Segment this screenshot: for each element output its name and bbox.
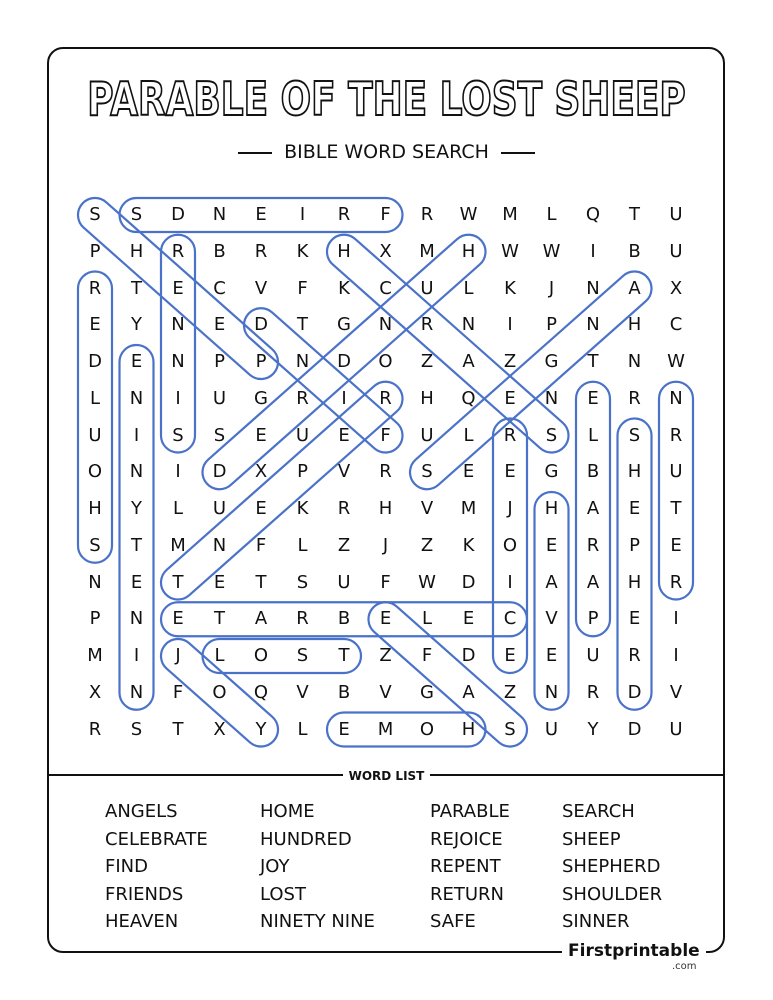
grid-letter[interactable]: L bbox=[546, 204, 557, 225]
grid-letter[interactable]: E bbox=[338, 718, 350, 740]
grid-letter[interactable]: E bbox=[504, 645, 516, 666]
grid-letter[interactable]: E bbox=[628, 498, 641, 519]
grid-letter[interactable]: F bbox=[421, 645, 433, 666]
grid-letter[interactable]: L bbox=[297, 718, 308, 740]
grid-letter[interactable]: H bbox=[420, 387, 434, 409]
grid-letter[interactable]: S bbox=[89, 534, 101, 556]
grid-letter[interactable]: T bbox=[172, 718, 184, 740]
grid-letter[interactable]: R bbox=[628, 645, 641, 666]
grid-letter[interactable]: U bbox=[669, 718, 683, 740]
grid-letter[interactable]: I bbox=[133, 424, 140, 446]
word-list-item: FRIENDS bbox=[105, 883, 184, 905]
grid-letter[interactable]: L bbox=[214, 645, 225, 666]
grid-letter[interactable]: U bbox=[420, 424, 434, 446]
grid-letter[interactable]: L bbox=[172, 498, 184, 519]
grid-letter[interactable]: F bbox=[297, 277, 308, 299]
word-list-item: REJOICE bbox=[430, 828, 503, 850]
grid-letter[interactable]: F bbox=[380, 571, 391, 593]
grid-letter[interactable]: N bbox=[212, 534, 227, 556]
grid-letter[interactable]: U bbox=[669, 204, 683, 225]
word-list-label: WORD LIST bbox=[343, 769, 431, 783]
grid-letter[interactable]: Q bbox=[461, 387, 476, 409]
grid-letter[interactable]: M bbox=[87, 645, 103, 666]
grid-letter[interactable]: E bbox=[213, 571, 226, 593]
grid-letter[interactable]: K bbox=[338, 277, 350, 299]
grid-letter[interactable]: H bbox=[129, 240, 144, 262]
grid-letter[interactable]: T bbox=[131, 277, 142, 299]
grid-letter[interactable]: O bbox=[87, 461, 103, 483]
grid-letter[interactable]: A bbox=[628, 277, 641, 299]
grid-letter[interactable]: B bbox=[213, 240, 226, 262]
grid-letter[interactable]: R bbox=[171, 240, 185, 262]
grid-letter[interactable]: B bbox=[628, 240, 641, 262]
grid-letter[interactable]: P bbox=[629, 534, 640, 556]
word-list-item: HUNDRED bbox=[260, 828, 352, 850]
grid-letter[interactable]: G bbox=[420, 681, 434, 703]
grid-letter[interactable]: I bbox=[590, 240, 596, 262]
grid-letter[interactable]: N bbox=[129, 681, 144, 703]
grid-letter[interactable]: H bbox=[88, 498, 102, 519]
grid-letter[interactable]: M bbox=[502, 204, 518, 225]
grid-letter[interactable]: M bbox=[460, 498, 477, 519]
grid-letter[interactable]: Y bbox=[255, 718, 267, 740]
word-list-item: SINNER bbox=[562, 911, 630, 932]
grid-letter[interactable]: Y bbox=[587, 718, 599, 740]
grid-letter[interactable]: V bbox=[379, 681, 392, 703]
grid-letter[interactable]: V bbox=[420, 498, 434, 519]
grid-letter[interactable]: V bbox=[337, 461, 351, 483]
found-word-capsule bbox=[535, 492, 569, 710]
grid-letter[interactable]: F bbox=[380, 204, 391, 225]
word-list-column-1 bbox=[105, 798, 208, 936]
grid-letter[interactable]: K bbox=[504, 277, 516, 299]
grid-letter[interactable]: G bbox=[337, 314, 351, 336]
grid-letter[interactable]: L bbox=[89, 387, 101, 409]
word-list-item: JOY bbox=[260, 856, 290, 877]
grid-letter[interactable]: G bbox=[254, 387, 268, 409]
grid-letter[interactable]: S bbox=[172, 424, 184, 446]
grid-letter[interactable]: S bbox=[296, 571, 309, 593]
grid-letter[interactable]: C bbox=[503, 608, 517, 630]
grid-letter[interactable]: U bbox=[88, 424, 102, 446]
grid-letter[interactable]: W bbox=[459, 204, 478, 225]
grid-letter[interactable]: H bbox=[627, 314, 642, 336]
grid-letter[interactable]: I bbox=[133, 645, 140, 666]
grid-letter[interactable]: R bbox=[88, 718, 102, 740]
grid-letter[interactable]: H bbox=[627, 461, 642, 483]
grid-letter[interactable]: T bbox=[214, 608, 225, 630]
grid-letter[interactable]: U bbox=[337, 571, 351, 593]
grid-letter[interactable]: P bbox=[89, 608, 101, 630]
grid-letter[interactable]: E bbox=[504, 387, 516, 409]
grid-letter[interactable]: S bbox=[504, 718, 516, 740]
grid-letter[interactable]: U bbox=[420, 277, 434, 299]
grid-letter[interactable]: I bbox=[175, 461, 181, 483]
grid-letter[interactable]: O bbox=[212, 681, 227, 703]
word-list bbox=[105, 798, 705, 938]
brand-domain: .com bbox=[672, 961, 697, 972]
grid-letter[interactable]: K bbox=[462, 534, 475, 556]
grid-letter[interactable]: N bbox=[544, 387, 559, 409]
grid-letter[interactable]: J bbox=[382, 534, 389, 556]
grid-letter[interactable]: E bbox=[338, 424, 350, 446]
grid-letter[interactable]: N bbox=[627, 351, 642, 372]
grid-letter[interactable]: B bbox=[337, 608, 351, 630]
grid-letter[interactable]: V bbox=[669, 681, 683, 703]
grid-letter[interactable]: U bbox=[295, 424, 310, 446]
grid-letter[interactable]: M bbox=[377, 718, 394, 740]
grid-letter[interactable]: C bbox=[379, 277, 392, 299]
grid-letter[interactable]: E bbox=[255, 424, 267, 446]
grid-letter[interactable]: R bbox=[503, 424, 517, 446]
grid-letter[interactable]: I bbox=[507, 571, 513, 593]
grid-letter[interactable]: T bbox=[131, 534, 142, 556]
grid-letter[interactable]: M bbox=[170, 534, 186, 556]
grid-letter[interactable]: S bbox=[296, 645, 309, 666]
grid-letter[interactable]: U bbox=[544, 718, 559, 740]
grid-letter[interactable]: O bbox=[253, 645, 269, 666]
grid-letter[interactable]: T bbox=[338, 645, 350, 666]
grid-letter[interactable]: H bbox=[337, 240, 351, 262]
grid-letter[interactable]: R bbox=[628, 387, 641, 409]
grid-letter[interactable]: H bbox=[627, 571, 642, 593]
found-word-capsule bbox=[659, 382, 693, 600]
grid-letter[interactable]: E bbox=[462, 461, 475, 483]
grid-letter[interactable]: N bbox=[129, 387, 144, 409]
grid-letter[interactable]: F bbox=[380, 424, 391, 446]
grid-letter[interactable]: Q bbox=[253, 681, 269, 703]
grid-letter[interactable]: E bbox=[255, 498, 267, 519]
grid-letter[interactable]: Z bbox=[503, 681, 517, 703]
grid-letter[interactable]: P bbox=[546, 314, 557, 336]
grid-letter[interactable]: W bbox=[501, 240, 519, 262]
grid-letter[interactable]: T bbox=[172, 571, 184, 593]
grid-letter[interactable]: R bbox=[379, 387, 392, 409]
grid-letter[interactable]: S bbox=[628, 424, 641, 446]
grid-letter[interactable]: P bbox=[89, 240, 101, 262]
grid-letter[interactable]: N bbox=[378, 314, 393, 336]
grid-letter[interactable]: E bbox=[130, 351, 143, 372]
word-list-item: REPENT bbox=[430, 856, 501, 877]
subtitle-text: BIBLE WORD SEARCH bbox=[284, 141, 489, 163]
grid-letter[interactable]: Z bbox=[503, 351, 517, 372]
grid-letter[interactable]: V bbox=[545, 608, 558, 630]
word-list-item: RETURN bbox=[430, 883, 505, 905]
word-list-item: ANGELS bbox=[105, 801, 178, 822]
grid-letter[interactable]: X bbox=[213, 718, 226, 740]
grid-letter[interactable]: N bbox=[586, 277, 600, 299]
grid-letter[interactable]: E bbox=[628, 608, 641, 630]
word-list-column-2 bbox=[260, 798, 375, 936]
grid-letter[interactable]: X bbox=[379, 240, 392, 262]
grid-letter[interactable]: N bbox=[212, 204, 227, 225]
grid-letter[interactable]: D bbox=[254, 314, 268, 336]
grid-letter[interactable]: R bbox=[379, 461, 392, 483]
grid-letter[interactable]: E bbox=[545, 534, 558, 556]
grid-letter[interactable]: R bbox=[296, 608, 309, 630]
grid-letter[interactable]: Z bbox=[420, 534, 434, 556]
grid-letter[interactable]: S bbox=[89, 204, 101, 225]
grid-letter[interactable]: E bbox=[130, 571, 143, 593]
grid-letter[interactable]: D bbox=[171, 204, 185, 225]
grid-letter[interactable]: N bbox=[669, 387, 683, 409]
word-list-item: FIND bbox=[105, 856, 148, 877]
grid-letter[interactable]: Z bbox=[337, 534, 351, 556]
grid-letter[interactable]: H bbox=[544, 498, 559, 519]
grid-letter[interactable]: O bbox=[378, 351, 393, 372]
word-list-column-4 bbox=[562, 798, 662, 936]
grid-letter[interactable]: H bbox=[461, 718, 476, 740]
word-list-item: LOST bbox=[260, 883, 306, 905]
word-list-item: PARABLE bbox=[430, 801, 510, 822]
grid-letter[interactable]: Y bbox=[131, 498, 142, 519]
grid-letter[interactable]: P bbox=[255, 351, 267, 372]
grid-letter[interactable]: A bbox=[586, 571, 600, 593]
grid-letter[interactable]: R bbox=[420, 314, 434, 336]
grid-letter[interactable]: A bbox=[586, 498, 600, 519]
grid-letter[interactable]: A bbox=[462, 681, 475, 703]
grid-letter[interactable]: B bbox=[586, 461, 600, 483]
grid-letter[interactable]: N bbox=[461, 314, 476, 336]
word-list-item: SHEPHERD bbox=[562, 856, 661, 877]
grid-letter[interactable]: S bbox=[421, 461, 433, 483]
grid-letter[interactable]: I bbox=[673, 645, 679, 666]
grid-letter[interactable]: U bbox=[212, 498, 227, 519]
grid-letter[interactable]: L bbox=[463, 424, 474, 446]
grid-letter[interactable]: J bbox=[175, 645, 181, 666]
grid-letter[interactable]: X bbox=[88, 681, 102, 703]
found-word-capsule bbox=[161, 235, 195, 453]
grid-letter[interactable]: B bbox=[337, 681, 351, 703]
grid-letter[interactable]: T bbox=[297, 314, 308, 336]
grid-letter[interactable]: O bbox=[419, 718, 435, 740]
grid-letter[interactable]: D bbox=[627, 718, 642, 740]
grid-letter[interactable]: R bbox=[88, 277, 102, 299]
grid-letter[interactable]: I bbox=[299, 204, 306, 225]
grid-letter[interactable]: E bbox=[545, 645, 558, 666]
grid-letter[interactable]: A bbox=[254, 608, 268, 630]
grid-letter[interactable]: G bbox=[544, 351, 559, 372]
grid-letter[interactable]: K bbox=[296, 240, 309, 262]
grid-letter[interactable]: E bbox=[172, 608, 184, 630]
grid-letter[interactable]: I bbox=[341, 387, 347, 409]
grid-letter[interactable]: H bbox=[461, 240, 476, 262]
word-list-column-3 bbox=[430, 798, 510, 936]
grid-letter[interactable]: Z bbox=[420, 351, 434, 372]
page-title: PARABLE OF THE LOST SHEEP bbox=[87, 72, 686, 126]
grid-letter[interactable]: P bbox=[297, 461, 308, 483]
word-list-item: SHEEP bbox=[562, 828, 621, 850]
grid-letter[interactable]: N bbox=[544, 681, 559, 703]
grid-letter[interactable]: J bbox=[507, 498, 513, 519]
grid-letter[interactable]: K bbox=[296, 498, 309, 519]
grid-letter[interactable]: A bbox=[462, 351, 475, 372]
grid-letter[interactable]: W bbox=[667, 351, 685, 372]
word-list-heading bbox=[0, 765, 773, 784]
grid-letter[interactable]: S bbox=[213, 424, 226, 446]
grid-letter[interactable]: V bbox=[296, 681, 309, 703]
word-list-item: SAFE bbox=[430, 911, 476, 932]
grid-letter[interactable]: F bbox=[255, 534, 267, 556]
grid-letter[interactable]: E bbox=[379, 608, 392, 630]
grid-letter[interactable]: E bbox=[462, 608, 475, 630]
grid-letter[interactable]: D bbox=[461, 645, 476, 666]
grid-letter[interactable]: U bbox=[669, 461, 683, 483]
grid-letter[interactable]: R bbox=[586, 534, 600, 556]
grid-letter[interactable]: D bbox=[627, 681, 642, 703]
grid-letter[interactable]: P bbox=[214, 351, 225, 372]
word-list-item: NINETY NINE bbox=[260, 911, 375, 932]
grid-letter[interactable]: E bbox=[670, 534, 682, 556]
grid-letter[interactable]: N bbox=[88, 571, 102, 593]
grid-letter[interactable]: I bbox=[507, 314, 513, 336]
grid-letter[interactable]: D bbox=[88, 351, 102, 372]
grid-letter[interactable]: F bbox=[172, 681, 184, 703]
grid-letter[interactable]: Z bbox=[379, 645, 392, 666]
grid-letter[interactable]: W bbox=[542, 240, 561, 262]
word-list-item: CELEBRATE bbox=[105, 828, 208, 850]
grid-letter[interactable]: S bbox=[545, 424, 558, 446]
grid-letter[interactable]: P bbox=[587, 608, 599, 630]
grid-letter[interactable]: W bbox=[418, 571, 436, 593]
grid-letter[interactable]: E bbox=[89, 314, 101, 336]
grid-letter[interactable]: M bbox=[419, 240, 435, 262]
grid-letter[interactable]: X bbox=[669, 277, 683, 299]
grid-letter[interactable]: N bbox=[129, 461, 144, 483]
grid-letter[interactable]: J bbox=[548, 277, 555, 299]
grid-letter[interactable]: Y bbox=[131, 314, 142, 336]
word-list-item: HOME bbox=[260, 801, 315, 822]
grid-letter[interactable]: I bbox=[175, 387, 181, 409]
grid-letter[interactable]: E bbox=[504, 461, 516, 483]
grid-letter[interactable]: C bbox=[669, 314, 683, 336]
brand-logo: Firstprintable bbox=[562, 941, 706, 961]
grid-letter[interactable]: D bbox=[212, 461, 227, 483]
grid-letter[interactable]: R bbox=[586, 681, 600, 703]
grid-letter[interactable]: T bbox=[587, 351, 599, 372]
grid-letter[interactable]: R bbox=[669, 424, 683, 446]
grid-letter[interactable]: T bbox=[629, 204, 640, 225]
grid-letter[interactable]: R bbox=[337, 498, 351, 519]
grid-letter[interactable]: G bbox=[544, 461, 559, 483]
grid-letter[interactable]: R bbox=[669, 571, 683, 593]
grid-letter[interactable]: U bbox=[212, 387, 227, 409]
grid-letter[interactable]: O bbox=[502, 534, 518, 556]
grid-letter[interactable]: C bbox=[213, 277, 226, 299]
grid-letter[interactable]: E bbox=[213, 314, 226, 336]
grid-letter[interactable]: X bbox=[254, 461, 268, 483]
grid-letter[interactable]: R bbox=[337, 204, 351, 225]
grid-letter[interactable]: L bbox=[463, 277, 474, 299]
grid-letter[interactable]: N bbox=[295, 351, 310, 372]
grid-letter[interactable]: U bbox=[586, 645, 600, 666]
grid-letter[interactable]: D bbox=[337, 351, 351, 372]
grid-letter[interactable]: H bbox=[378, 498, 393, 519]
grid-letter[interactable]: L bbox=[587, 424, 599, 446]
grid-letter[interactable]: E bbox=[172, 277, 184, 299]
grid-letter[interactable]: D bbox=[461, 571, 476, 593]
grid-letter[interactable]: N bbox=[586, 314, 600, 336]
grid-letter[interactable]: I bbox=[673, 608, 679, 630]
grid-letter[interactable]: N bbox=[171, 314, 185, 336]
grid-letter[interactable]: U bbox=[669, 240, 683, 262]
grid-letter[interactable]: N bbox=[129, 608, 144, 630]
word-list-item: SEARCH bbox=[562, 801, 635, 822]
grid-letter[interactable]: E bbox=[587, 387, 599, 409]
word-list-item: HEAVEN bbox=[105, 911, 179, 932]
grid-letter[interactable]: T bbox=[670, 498, 682, 519]
grid-letter[interactable]: S bbox=[130, 204, 143, 225]
grid-letter[interactable]: A bbox=[545, 571, 558, 593]
grid-letter[interactable]: L bbox=[421, 608, 433, 630]
grid-letter[interactable]: R bbox=[296, 387, 309, 409]
grid-letter[interactable]: E bbox=[255, 204, 267, 225]
word-list-item: SHOULDER bbox=[562, 883, 663, 905]
grid-letter[interactable]: V bbox=[254, 277, 268, 299]
grid-letter[interactable]: R bbox=[254, 240, 268, 262]
grid-letter[interactable]: Q bbox=[585, 204, 601, 225]
grid-letter[interactable]: T bbox=[255, 571, 267, 593]
grid-letter[interactable]: L bbox=[297, 534, 308, 556]
grid-letter[interactable]: N bbox=[171, 351, 185, 372]
grid-letter[interactable]: R bbox=[420, 204, 434, 225]
grid-letter[interactable]: S bbox=[130, 718, 143, 740]
